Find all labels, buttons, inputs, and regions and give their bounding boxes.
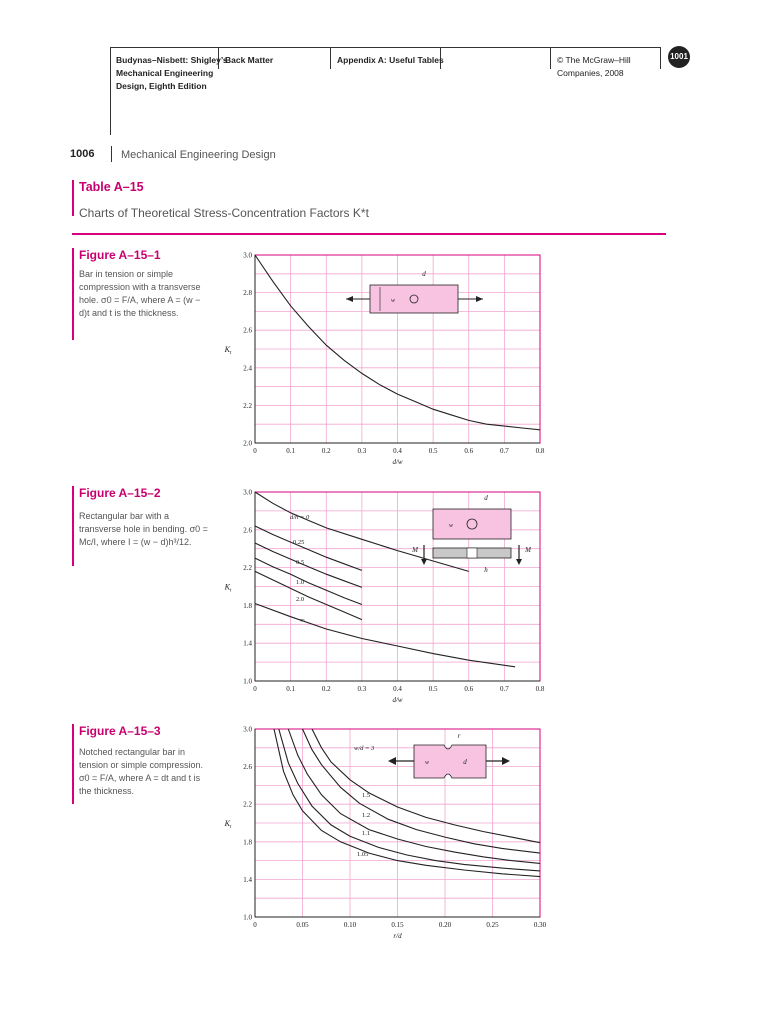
diagram-label-r: r bbox=[457, 732, 461, 740]
y-tick-label: 2.0 bbox=[243, 439, 252, 448]
series-label: 0.25 bbox=[293, 539, 305, 546]
y-tick-label: 2.2 bbox=[243, 564, 252, 573]
x-tick-label: 0.20 bbox=[438, 921, 452, 929]
y-tick-label: 1.0 bbox=[243, 677, 252, 686]
chart-3 bbox=[224, 726, 547, 941]
x-axis-label: d/w bbox=[392, 696, 403, 704]
x-tick-label: 0.7 bbox=[500, 685, 509, 693]
series-line bbox=[255, 571, 362, 619]
y-tick-label: 2.4 bbox=[243, 364, 252, 373]
book-title: Mechanical Engineering Design bbox=[121, 149, 276, 161]
y-tick-label: 2.2 bbox=[243, 401, 252, 410]
x-tick-label: 0.5 bbox=[428, 447, 438, 455]
y-tick-label: 2.6 bbox=[243, 326, 252, 335]
y-tick-label: 1.0 bbox=[243, 913, 252, 922]
table-label: Table A–15 bbox=[79, 180, 144, 194]
y-tick-label: 2.2 bbox=[243, 800, 252, 809]
series-line bbox=[255, 604, 515, 667]
x-tick-label: 0.3 bbox=[357, 447, 367, 455]
x-tick-label: 0 bbox=[253, 447, 257, 455]
x-tick-label: 0.05 bbox=[296, 921, 309, 929]
book-line-2: Mechanical Engineering bbox=[116, 68, 214, 78]
specimen-bar-diagram bbox=[370, 285, 458, 313]
y-axis-label-subscript: t bbox=[229, 587, 232, 594]
y-tick-label: 1.4 bbox=[243, 875, 252, 884]
x-tick-label: 0.15 bbox=[391, 921, 404, 929]
figure-label: Figure A–15–2 bbox=[79, 486, 161, 500]
hole-section bbox=[467, 548, 477, 558]
y-tick-label: 1.4 bbox=[243, 639, 252, 648]
y-axis-label: $K_t$ bbox=[224, 582, 232, 594]
series-label: 2.0 bbox=[296, 596, 305, 603]
x-tick-label: 0.8 bbox=[535, 447, 545, 455]
y-tick-label: 3.0 bbox=[243, 488, 252, 497]
figure-label: Figure A–15–1 bbox=[79, 248, 161, 262]
series-label: 1.5 bbox=[362, 792, 371, 799]
copyright-line-2: Companies, 2008 bbox=[557, 68, 624, 78]
x-tick-label: 0.3 bbox=[357, 685, 367, 693]
x-tick-label: 0.6 bbox=[464, 685, 474, 693]
header-section: Back Matter bbox=[225, 55, 274, 65]
series-line bbox=[255, 526, 362, 570]
x-axis-label: d/w bbox=[392, 458, 403, 466]
diagram-label-w: w bbox=[424, 760, 430, 766]
diagram-label-w: w bbox=[390, 298, 396, 304]
page-number: 1006 bbox=[70, 148, 95, 160]
arrowhead bbox=[502, 757, 510, 765]
page-badge: 1001 bbox=[668, 46, 690, 68]
y-axis-label: $K_t$ bbox=[224, 819, 232, 830]
x-tick-label: 0.2 bbox=[321, 447, 331, 455]
arrowhead bbox=[476, 296, 483, 302]
x-tick-label: 0.2 bbox=[321, 685, 331, 693]
book-line-3: Design, Eighth Edition bbox=[116, 81, 207, 91]
diagram-label-d: d bbox=[484, 494, 488, 502]
x-tick-label: 0.4 bbox=[393, 447, 402, 455]
x-tick-label: 0 bbox=[253, 685, 257, 693]
x-tick-label: 0.6 bbox=[464, 447, 474, 455]
series-line bbox=[279, 729, 540, 871]
y-tick-label: 2.8 bbox=[243, 289, 252, 298]
y-tick-label: 1.8 bbox=[243, 601, 252, 610]
y-tick-label: 3.0 bbox=[243, 251, 252, 260]
y-axis-label-subscript: t bbox=[229, 824, 232, 830]
diagram-label-h: h bbox=[484, 566, 488, 574]
figure-caption: Bar in tension or simple compression with a transverse hole. σ0 = F/A, where A = (w − d)t and t is the thickness. bbox=[79, 269, 201, 318]
series-label: 1.0 bbox=[296, 579, 305, 586]
arrowhead bbox=[388, 757, 396, 765]
x-tick-label: 0.4 bbox=[393, 685, 402, 693]
series-label: w/d = 3 bbox=[354, 745, 375, 752]
diagram-label-d: d bbox=[422, 270, 426, 278]
table-title: Charts of Theoretical Stress-Concentration Factors K*t bbox=[79, 206, 369, 220]
series-label: 0.5 bbox=[296, 559, 305, 566]
header-appendix: Appendix A: Useful Tables bbox=[337, 55, 444, 65]
series-label: 1.05 bbox=[357, 851, 369, 858]
book-line-1: Budynas–Nisbett: Shigley’s bbox=[116, 55, 228, 65]
specimen-plate-diagram bbox=[433, 509, 511, 539]
diagram-label-m: M bbox=[412, 546, 418, 554]
arrowhead bbox=[421, 559, 427, 565]
series-label: 1.2 bbox=[362, 812, 371, 819]
x-tick-label: 0.1 bbox=[286, 685, 295, 693]
y-tick-label: 2.6 bbox=[243, 763, 252, 772]
figure-caption: Notched rectangular bar in tension or simple compression. σ0 = F/A, where A = dt and t is the thickness. bbox=[79, 747, 204, 796]
x-tick-label: 0.10 bbox=[343, 921, 357, 929]
y-axis-label-subscript: t bbox=[229, 350, 232, 356]
x-tick-label: 0.5 bbox=[428, 685, 438, 693]
x-axis-label: r/d bbox=[393, 932, 402, 940]
copyright-line-1: © The McGraw–Hill bbox=[557, 55, 631, 65]
y-axis-label: $K_t$ bbox=[224, 345, 232, 356]
x-tick-label: 0 bbox=[253, 921, 257, 929]
arrowhead bbox=[516, 559, 522, 565]
figure-label: Figure A–15–3 bbox=[79, 724, 161, 738]
y-tick-label: 2.6 bbox=[243, 526, 252, 535]
series-label: 1.1 bbox=[362, 830, 371, 837]
x-tick-label: 0.25 bbox=[486, 921, 499, 929]
chart-1 bbox=[224, 252, 545, 467]
diagram-label-d: d bbox=[463, 758, 467, 766]
y-tick-label: 3.0 bbox=[243, 725, 252, 734]
arrowhead bbox=[346, 296, 353, 302]
x-tick-label: 0.7 bbox=[500, 447, 509, 455]
series-label: ∞ bbox=[300, 617, 305, 624]
y-tick-label: 1.8 bbox=[243, 838, 252, 847]
diagram-label-m: M bbox=[525, 546, 531, 554]
figure-caption: Rectangular bar with a transverse hole in bending. σ0 = Mc/I, where I = (w − d)h³/12. bbox=[79, 511, 208, 547]
diagram-label-w: w bbox=[448, 523, 454, 529]
x-tick-label: 0.1 bbox=[286, 447, 295, 455]
series-label: d/h = 0 bbox=[290, 514, 310, 521]
x-tick-label: 0.8 bbox=[535, 685, 545, 693]
x-tick-label: 0.30 bbox=[533, 921, 547, 929]
